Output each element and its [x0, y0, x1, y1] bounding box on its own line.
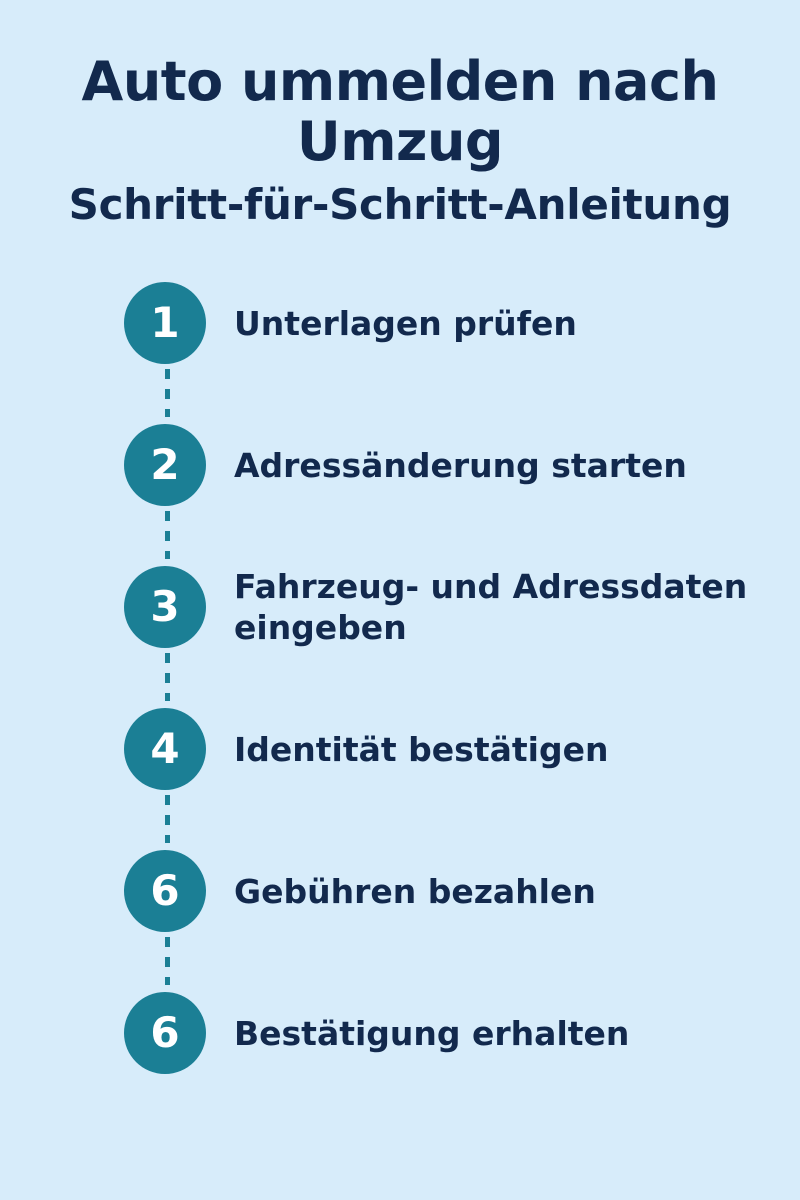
step-number-badge: 6: [124, 850, 206, 932]
header: [0, 0, 800, 229]
list-item: [124, 561, 800, 653]
step-number-badge: 3: [124, 566, 206, 648]
list-item: [124, 419, 800, 511]
step-number-badge: 4: [124, 708, 206, 790]
steps-list: [0, 277, 800, 1079]
step-number-badge: 1: [124, 282, 206, 364]
step-label: Identität bestätigen: [234, 729, 609, 769]
list-item: [124, 277, 800, 369]
page-subtitle: Schritt-für-Schritt-Anleitung: [68, 179, 732, 229]
step-label: Bestätigung erhalten: [234, 1013, 630, 1053]
list-item: [124, 987, 800, 1079]
step-connector-dashed-line: [165, 511, 170, 559]
list-item: [124, 845, 800, 937]
step-number-badge: 2: [124, 424, 206, 506]
step-label: Unterlagen prüfen: [234, 303, 577, 343]
step-connector-dashed-line: [165, 795, 170, 843]
page-title: Auto ummelden nach Umzug: [81, 50, 719, 174]
step-label: Gebühren bezahlen: [234, 871, 596, 911]
list-item: [124, 703, 800, 795]
step-label: Fahrzeug- und Adressdaten eingeben: [234, 566, 748, 648]
step-connector-dashed-line: [165, 653, 170, 701]
step-label: Adressänderung starten: [234, 445, 687, 485]
step-connector-dashed-line: [165, 369, 170, 417]
step-connector-dashed-line: [165, 937, 170, 985]
step-number-badge: 6: [124, 992, 206, 1074]
